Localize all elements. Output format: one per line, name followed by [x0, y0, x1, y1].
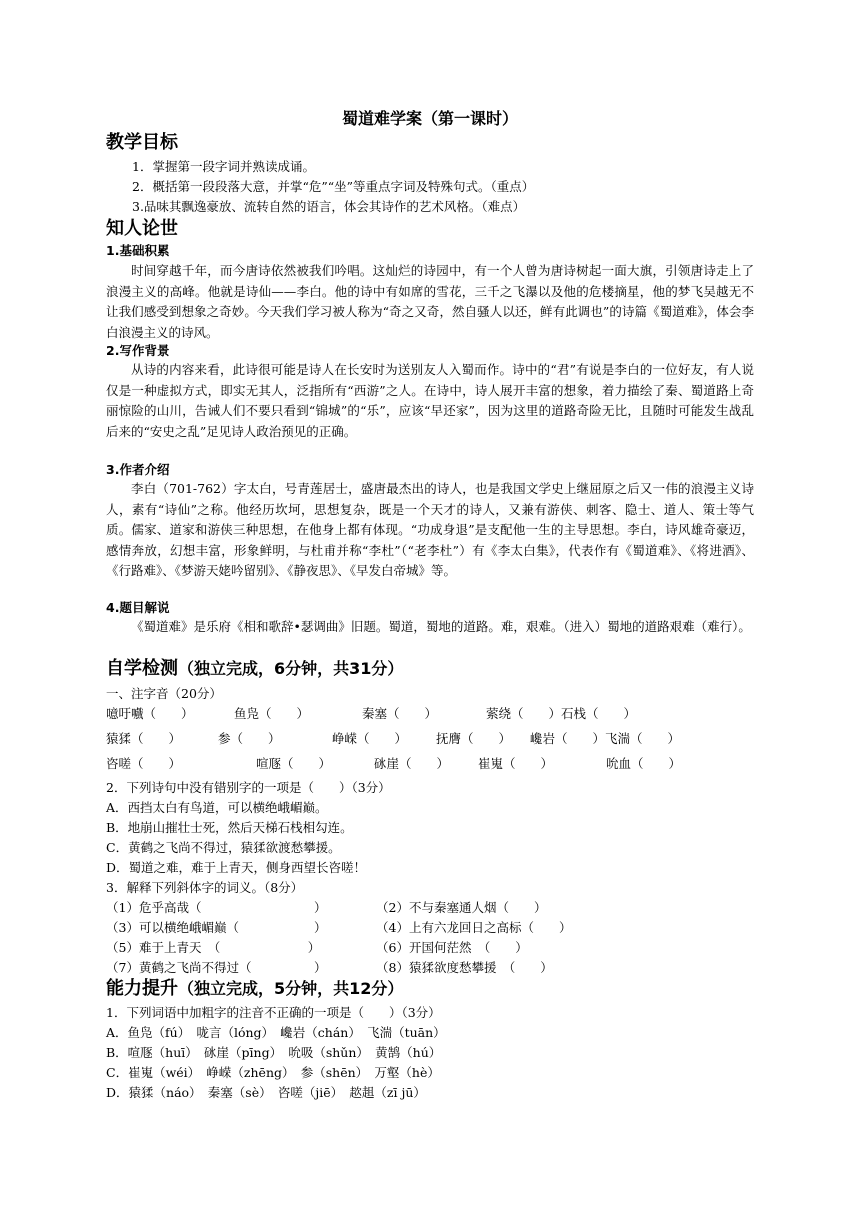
- background-heading: 知人论世: [106, 218, 178, 239]
- answer-option: C．黄鹤之飞尚不得过，猿猱欲渡愁攀援。: [106, 840, 341, 855]
- question-title: 一、注字音（20分）: [106, 686, 222, 701]
- self-test-heading-text: 自学检测: [106, 658, 178, 679]
- section-paragraph: 从诗的内容来看，此诗很可能是诗人在长安时为送别友人入蜀而作。诗中的“君”有说是李白的一位好友，有人说仅是一种虚拟方式，即实无其人，泛指所有“西游”之人。在诗中，诗人展开丰富的想象，着力描绘了秦、蜀道路上奇丽惊险的山川，告诫人们不要只看到“锦城”的“乐”，应该“早还家”，因为这里的道路奇险无比，且随时可能发生战乱后来的“安史之乱”足见诗人政治预见的正确。: [106, 362, 754, 439]
- answer-option: D．蜀道之难，难于上青天，侧身西望长咨嗟！: [106, 860, 367, 875]
- word-meaning-item: （3）可以横绝峨嵋巅（ ）: [106, 920, 327, 935]
- self-test-heading-note: （独立完成，6分钟，共31分）: [178, 659, 404, 678]
- answer-option: B．喧豗（huī） 砯崖（pīng） 吮吸（shǔn） 黄鹄（hú）: [106, 1045, 442, 1060]
- word-meaning-item: （1）危乎高哉（ ）: [106, 900, 327, 915]
- question-title: 3．解释下列斜体字的词义。（8分）: [106, 880, 304, 895]
- ability-heading: [106, 978, 403, 1000]
- word-meaning-item: （7）黄鹤之飞尚不得过（ ）: [106, 960, 327, 975]
- pinyin-item: 巉岩（ ）飞湍（ ）: [530, 731, 681, 746]
- pinyin-item: 峥嵘（ ）: [332, 731, 408, 746]
- question-title: 1．下列词语中加粗字的注音不正确的一项是（ ）（3分）: [106, 1005, 441, 1020]
- objectives-heading: 教学目标: [106, 132, 178, 153]
- section-title: 2.写作背景: [106, 343, 170, 358]
- ability-heading-text: 能力提升: [106, 978, 178, 999]
- pinyin-item: 秦塞（ ）: [362, 706, 438, 721]
- objective-item: 2．概括第一段段落大意，并掌“危”“坐”等重点字词及特殊句式。（重点）: [132, 179, 535, 194]
- pinyin-item: 咨嗟（ ）: [106, 756, 182, 771]
- answer-option: A．鱼凫（fú） 咙言（lóng） 巉岩（chán） 飞湍（tuān）: [106, 1025, 446, 1040]
- pinyin-item: 参（ ）: [218, 731, 281, 746]
- question-title: 2．下列诗句中没有错别字的一项是（ ）（3分）: [106, 780, 391, 795]
- pinyin-item: 砯崖（ ）: [374, 756, 450, 771]
- word-meaning-item: （8）猿猱欲度愁攀援 （ ）: [376, 960, 553, 975]
- answer-option: B．地崩山摧壮士死，然后天梯石栈相勾连。: [106, 820, 353, 835]
- section-title: 4.题目解说: [106, 600, 170, 615]
- pinyin-item: 吮血（ ）: [606, 756, 682, 771]
- page-title: 蜀道难学案（第一课时）: [341, 109, 518, 128]
- section-paragraph: 李白（701-762）字太白，号青莲居士，盛唐最杰出的诗人，也是我国文学史上继屈原之后又一伟的浪漫主义诗人，素有“诗仙”之称。他经历坎坷，思想复杂，既是一个天才的诗人，又兼有游侠、刺客、隐士、道人、策士等气质。儒家、道家和游侠三种思想，在他身上都有体现。“功成身退”是支配他一生的主导思想。李白，诗风雄奇豪迈，感情奔放，幻想丰富，形象鲜明，与杜甫并称“李杜”（“老李杜”）有《李太白集》，代表作有《蜀道难》、《将进酒》、《行路难》、《梦游天姥吟留别》、《静夜思》、《早发白帝城》等。: [106, 481, 754, 578]
- answer-option: C．崔嵬（wéi） 峥嵘（zhēng） 参（shēn） 万壑（hè）: [106, 1065, 440, 1080]
- objective-item: 3.品味其飘逸豪放、流转自然的语言，体会其诗作的艺术风格。（难点）: [132, 199, 526, 214]
- answer-option: A．西挡太白有鸟道，可以横绝峨嵋巅。: [106, 800, 328, 815]
- ability-heading-note: （独立完成，5分钟，共12分）: [178, 979, 404, 998]
- pinyin-item: 喧豗（ ）: [256, 756, 332, 771]
- section-title: 1.基础积累: [106, 243, 170, 258]
- word-meaning-item: （6）开国何茫然 （ ）: [376, 940, 528, 955]
- section-paragraph: 时间穿越千年，而今唐诗依然被我们吟唱。这灿烂的诗园中，有一个人曾为唐诗树起一面大旗，引领唐诗走上了浪漫主义的高峰。他就是诗仙——李白。他的诗中有如席的雪花，三千之飞瀑以及他的危楼摘星，他的梦飞吴越无不让我们感受到想象之奇妙。今天我们学习被人称为“奇之又奇，然自骚人以还，鲜有此调也”的诗篇《蜀道难》，体会李白浪漫主义的诗风。: [106, 263, 754, 340]
- answer-option: D．猿猱（náo） 秦塞（sè） 咨嗟（jiē） 趑趄（zī jū）: [106, 1085, 426, 1100]
- pinyin-item: 猿猱（ ）: [106, 731, 182, 746]
- section-title: 3.作者介绍: [106, 462, 170, 477]
- self-test-heading: [106, 658, 403, 680]
- word-meaning-item: （4）上有六龙回日之高标（ ）: [376, 920, 572, 935]
- word-meaning-item: （5）难于上青天 （ ）: [106, 940, 321, 955]
- pinyin-item: 萦绕（ ）石栈（ ）: [486, 706, 637, 721]
- objective-item: 1．掌握第一段字词并熟读成诵。: [132, 159, 315, 174]
- pinyin-item: 鱼凫（ ）: [234, 706, 310, 721]
- word-meaning-item: （2）不与秦塞通人烟（ ）: [376, 900, 547, 915]
- pinyin-item: 崔嵬（ ）: [478, 756, 554, 771]
- section-paragraph: 《蜀道难》是乐府《相和歌辞•瑟调曲》旧题。蜀道，蜀地的道路。难，艰难。（进入）蜀地的道路艰难（难行）。: [131, 619, 751, 634]
- pinyin-item: 抚膺（ ）: [436, 731, 512, 746]
- pinyin-item: 噫吁嚱（ ）: [106, 706, 194, 721]
